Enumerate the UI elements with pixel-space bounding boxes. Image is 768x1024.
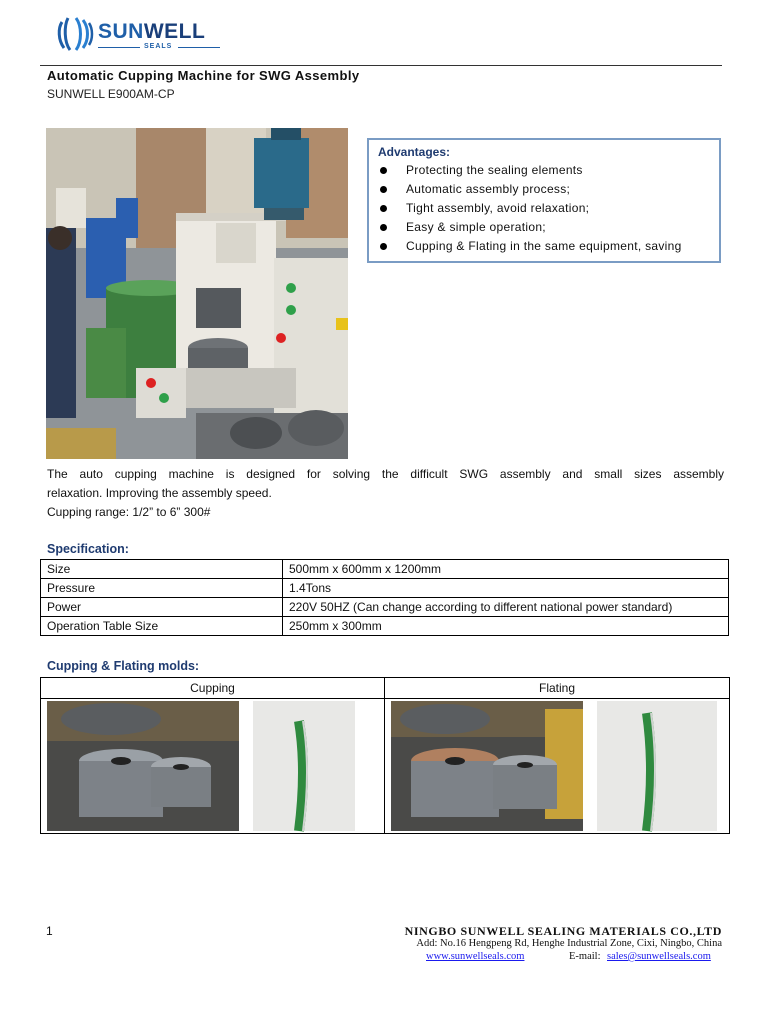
bullet-icon <box>380 224 387 231</box>
specification-heading: Specification: <box>47 542 129 556</box>
spec-value: 1.4Tons <box>283 579 729 598</box>
cupping-range: Cupping range: 1/2” to 6” 300# <box>47 505 211 519</box>
spec-key: Operation Table Size <box>41 617 283 636</box>
advantage-item: Protecting the sealing elements <box>378 163 711 182</box>
table-row <box>41 560 729 579</box>
spec-value: 500mm x 600mm x 1200mm <box>283 560 729 579</box>
machine-photo <box>46 128 348 459</box>
document-title: Automatic Cupping Machine for SWG Assembly <box>47 68 360 83</box>
bullet-icon <box>380 167 387 174</box>
bullet-icon <box>380 205 387 212</box>
company-logo <box>56 14 226 56</box>
advantage-item: Cupping & Flating in the same equipment, saving <box>378 239 711 258</box>
flating-column-header: Flating <box>385 678 730 699</box>
description-line: The auto cupping machine is designed for solving the difficult SWG assembly and small sizes assembly <box>47 467 724 481</box>
description-line: relaxation. Improving the assembly speed. <box>47 486 272 500</box>
molds-heading: Cupping & Flating molds: <box>47 659 200 673</box>
email-link[interactable]: sales@sunwellseals.com <box>607 951 711 962</box>
spec-value: 220V 50HZ (Can change according to different national power standard) <box>283 598 729 617</box>
logo-subtitle: SEALS <box>144 43 173 50</box>
page-number: 1 <box>46 924 53 938</box>
description-paragraph <box>47 465 724 522</box>
logo-wordmark: SUNWELL <box>98 20 206 43</box>
advantages-heading: Advantages: <box>378 145 451 159</box>
model-number: SUNWELL E900AM-CP <box>47 87 175 101</box>
molds-table <box>40 677 730 834</box>
company-name: NINGBO SUNWELL SEALING MATERIALS CO.,LTD <box>404 924 722 938</box>
advantages-box <box>367 138 721 263</box>
sunwell-logo-icon <box>56 14 96 54</box>
cupping-column-header: Cupping <box>41 678 385 699</box>
cupping-photos <box>41 699 385 834</box>
spec-key: Pressure <box>41 579 283 598</box>
advantage-item: Automatic assembly process; <box>378 182 711 201</box>
flating-photos <box>385 699 730 834</box>
advantage-item: Tight assembly, avoid relaxation; <box>378 201 711 220</box>
spec-key: Size <box>41 560 283 579</box>
table-row <box>41 617 729 636</box>
table-row <box>41 579 729 598</box>
bullet-icon <box>380 186 387 193</box>
company-address: Add: No.16 Hengpeng Rd, Henghe Industrial Zone, Cixi, Ningbo, China <box>416 938 722 949</box>
spec-value: 250mm x 300mm <box>283 617 729 636</box>
table-row <box>41 598 729 617</box>
bullet-icon <box>380 243 387 250</box>
spec-key: Power <box>41 598 283 617</box>
email-label: E-mail: <box>569 951 601 962</box>
specification-table <box>40 559 729 636</box>
website-link[interactable]: www.sunwellseals.com <box>426 951 525 962</box>
header-divider <box>40 65 722 66</box>
advantage-item: Easy & simple operation; <box>378 220 711 239</box>
